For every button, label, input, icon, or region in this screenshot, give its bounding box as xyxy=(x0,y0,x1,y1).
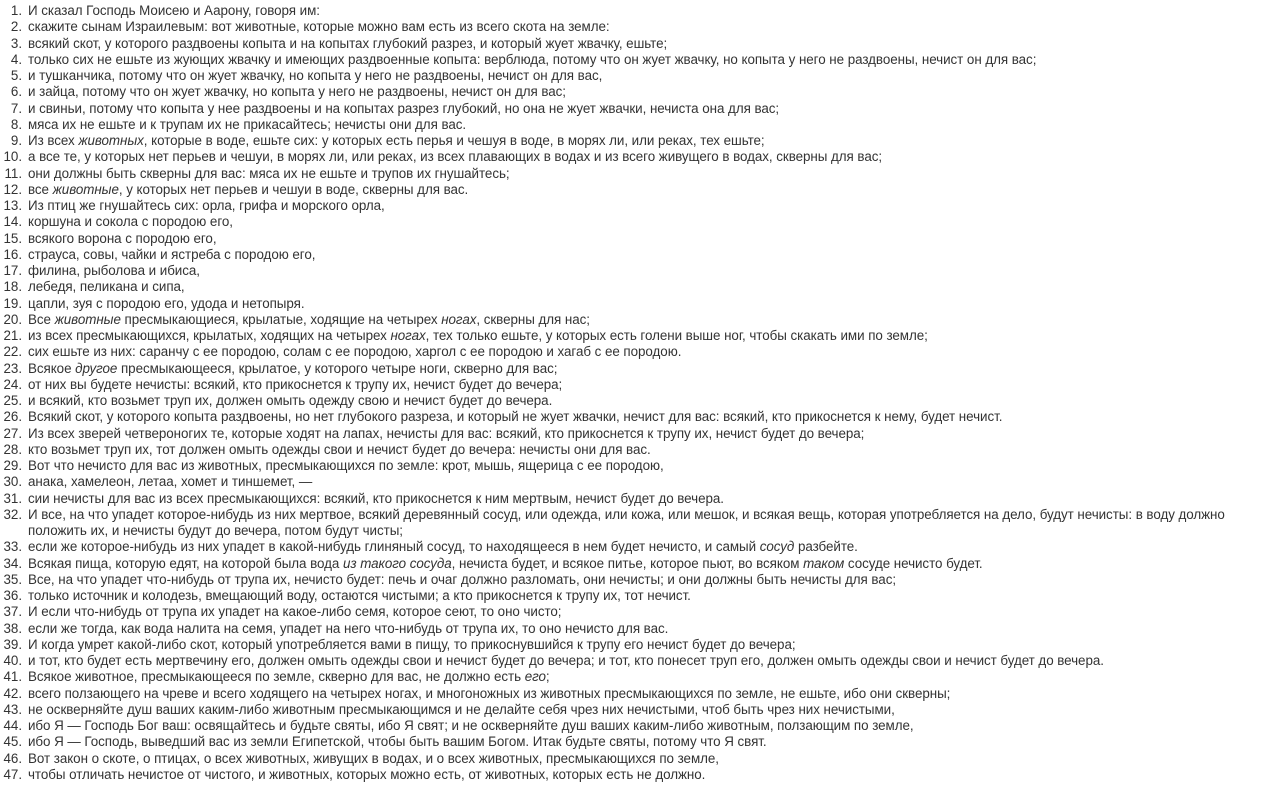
verse-item xyxy=(0,653,1280,669)
verse-number: 27. xyxy=(3,425,22,441)
verse-text xyxy=(28,214,1236,230)
verse-number: 13. xyxy=(3,198,22,213)
verse-text-italic: другое xyxy=(75,360,118,376)
verse-item xyxy=(0,84,1280,100)
verse-text-segment: все xyxy=(28,181,53,197)
verse-text xyxy=(28,198,1236,214)
verse-number: 28. xyxy=(3,441,22,457)
verse-number: 3. xyxy=(10,35,22,51)
verse-text xyxy=(28,182,1236,198)
verse-number: 20. xyxy=(3,311,22,327)
verse-text-segment: сих ешьте из них: саранчу с ее породою, солам с ее породою, харгол с ее породою и хагаб с ее породою. xyxy=(28,344,682,360)
verse-text xyxy=(28,556,1236,572)
verse-number: 4. xyxy=(10,51,22,67)
verse-text xyxy=(28,539,1236,555)
verse-text-segment: сии нечисты для вас из всех пресмыкающихся: всякий, кто прикоснется к ним мертвым, нечист будет до вечера. xyxy=(28,490,724,506)
verse-number: 22. xyxy=(3,344,22,360)
verse-text-segment: только сих не ешьте из жующих жвачку и имеющих раздвоенные копыта: верблюда, потому что он жует жвачку, но копыта у него не раздвоены, нечист он для вас; xyxy=(28,51,1037,67)
verse-number: 30. xyxy=(3,474,22,490)
verse-text-segment: Из всех xyxy=(28,133,79,148)
verse-text-italic: животных xyxy=(78,133,144,148)
verse-number: 10. xyxy=(3,149,22,165)
verse-number: 24. xyxy=(3,376,22,392)
verse-text-segment: ; xyxy=(545,669,550,685)
verse-text-segment: Всякий скот, у которого копыта раздвоены, но нет глубокого разреза, и который не жует жвачки, нечист для вас: всякий, кто прикоснется к нему, будет нечист. xyxy=(28,409,1003,425)
verse-text xyxy=(28,133,1236,149)
verse-text-segment: всякий скот, у которого раздвоены копыта и на копытах глубокий разрез, и который жует жвачку, ешьте; xyxy=(28,35,668,51)
verse-item xyxy=(0,426,1280,442)
verse-text-segment: и тот, кто будет есть мертвечину его, должен омыть одежды свои и нечист будет до вечера; и тот, кто понесет труп его, должен омыть одежды свои и нечист будет до вечера. xyxy=(28,653,1104,668)
verse-item xyxy=(0,117,1280,133)
verse-item xyxy=(0,669,1280,685)
verse-text-italic: ногах xyxy=(441,311,477,327)
verse-text-segment: и тушканчика, потому что он жует жвачку, но копыта у него не раздвоены, нечист он для вас, xyxy=(28,68,603,83)
verse-text-segment: и свиньи, потому что копыта у нее раздвоены и на копытах разрез глубокий, но она не жует жвачки, нечиста она для вас; xyxy=(28,100,780,116)
verse-item xyxy=(0,52,1280,68)
verse-number: 23. xyxy=(3,360,22,376)
verse-text-segment: а все те, у которых нет перьев и чешуи, в морях ли, или реках, из всех плавающих в водах и из всего живущего в водах, скверны для вас; xyxy=(28,149,883,165)
verse-number: 21. xyxy=(3,328,22,343)
verse-text-segment: скажите сынам Израилевым: вот животные, которые можно вам есть из всего скота на земле: xyxy=(28,19,610,35)
verse-item xyxy=(0,247,1280,263)
verse-number: 41. xyxy=(3,669,22,685)
verse-text-segment: коршуна и сокола с породою его, xyxy=(28,214,233,230)
verse-text xyxy=(28,149,1236,165)
verse-item xyxy=(0,344,1280,360)
verse-text-segment: ибо Я — Господь Бог ваш: освящайтесь и будьте святы, ибо Я свят; и не оскверняйте душ ваших каким-либо животным, ползающим по земле, xyxy=(28,718,914,733)
verse-text xyxy=(28,621,1236,637)
verse-text xyxy=(28,328,1236,344)
verse-text-segment: всего ползающего на чреве и всего ходящего на четырех ногах, и многоножных из животных пресмыкающихся по земле, не ешьте, ибо они скверны; xyxy=(28,685,951,701)
verse-number: 19. xyxy=(3,295,22,311)
verse-text-segment: Всякая пища, которую едят, на которой была вода xyxy=(28,555,343,571)
verse-item xyxy=(0,279,1280,295)
verse-text xyxy=(28,247,1236,263)
verse-number: 12. xyxy=(3,181,22,197)
verse-item xyxy=(0,377,1280,393)
verse-text xyxy=(28,231,1236,247)
verse-text xyxy=(28,637,1236,653)
verse-text-segment: , которые в воде, ешьте сих: у которых есть перья и чешуя в воде, в морях ли, или реках, тех ешьте; xyxy=(143,133,765,148)
verse-number: 47. xyxy=(3,766,22,782)
verse-text-segment: если же которое-нибудь из них упадет в какой-нибудь глиняный сосуд, то находящееся в нем будет нечисто, и самый xyxy=(28,539,760,555)
verse-text-segment: Всякое животное, пресмыкающееся по земле, скверно для вас, не должно есть xyxy=(28,669,525,685)
verse-text xyxy=(28,604,1236,620)
verse-text-segment: Из всех зверей четвероногих те, которые ходят на лапах, нечисты для вас: всякий, кто прикоснется к трупу их, нечист будет до вечера; xyxy=(28,425,865,441)
verse-item xyxy=(0,458,1280,474)
verse-text xyxy=(28,507,1236,540)
verse-text-segment: и зайца, потому что он жует жвачку, но копыта у него не раздвоены, нечист он для вас; xyxy=(28,84,566,100)
verse-text xyxy=(28,117,1236,133)
verse-text xyxy=(28,68,1236,84)
verse-item xyxy=(0,101,1280,117)
verse-item xyxy=(0,637,1280,653)
verse-item xyxy=(0,149,1280,165)
verse-text-segment: от них вы будете нечисты: всякий, кто прикоснется к трупу их, нечист будет до вечера; xyxy=(28,376,563,392)
verse-item xyxy=(0,198,1280,214)
verse-text-italic: из такого сосуда xyxy=(342,555,452,571)
verse-number: 15. xyxy=(3,230,22,246)
verse-text-segment: И все, на что упадет которое-нибудь из них мертвое, всякий деревянный сосуд, или одежда, или кожа, или мешок, и всякая вещь, которая употребляется на дело, будут нечисты: в воду должно положить их, и нечисты будут до вечера, потом будут чисты; xyxy=(28,506,1225,538)
verse-text xyxy=(28,19,1236,35)
verse-text-segment: , тех только ешьте, у которых есть голени выше ног, чтобы скакать ими по земле; xyxy=(425,328,928,343)
verse-text-segment: только источник и колодезь, вмещающий воду, остаются чистыми; а кто прикоснется к трупу их, тот нечист. xyxy=(28,588,691,603)
verse-text xyxy=(28,734,1236,750)
verse-item xyxy=(0,182,1280,198)
verse-text-segment: сосуде нечисто будет. xyxy=(844,555,983,571)
verse-text-segment: И сказал Господь Моисею и Аарону, говоря им: xyxy=(28,3,320,18)
verse-text-segment: Вот что нечисто для вас из животных, пресмыкающихся по земле: крот, мышь, ящерица с ее породою, xyxy=(28,458,664,473)
verse-text-segment: лебедя, пеликана и сипа, xyxy=(28,279,185,295)
verse-number: 40. xyxy=(3,653,22,668)
verse-text-italic: ногах xyxy=(390,328,426,343)
verse-number: 42. xyxy=(3,685,22,701)
verse-item xyxy=(0,166,1280,182)
verse-number: 7. xyxy=(10,100,22,116)
verse-number: 35. xyxy=(3,571,22,587)
verse-text-segment: , скверны для нас; xyxy=(476,311,590,327)
verse-text-segment: , у которых нет перьев и чешуи в воде, скверны для вас. xyxy=(118,181,469,197)
verse-number: 45. xyxy=(3,734,22,750)
verse-item xyxy=(0,604,1280,620)
verse-text xyxy=(28,52,1236,68)
verse-text-segment: Все xyxy=(28,311,55,327)
verse-item xyxy=(0,296,1280,312)
verse-item xyxy=(0,214,1280,230)
verse-text-segment: Все, на что упадет что-нибудь от трупа их, нечисто будет: печь и очаг должно разломать, они нечисты; и они должны быть нечисты для вас; xyxy=(28,571,897,587)
verse-number: 36. xyxy=(3,588,22,603)
verse-text xyxy=(28,458,1236,474)
verse-text xyxy=(28,263,1236,279)
verse-text-segment: пресмыкающееся, крылатое, у которого четыре ноги, скверно для вас; xyxy=(117,360,558,376)
verse-item xyxy=(0,702,1280,718)
verse-number: 26. xyxy=(3,409,22,425)
verse-item xyxy=(0,36,1280,52)
verse-number: 6. xyxy=(10,84,22,100)
verse-text-segment: филина, рыболова и ибиса, xyxy=(28,263,200,278)
verse-text-segment: И если что-нибудь от трупа их упадет на какое-либо семя, которое сеют, то оно чисто; xyxy=(28,604,562,620)
verse-number: 46. xyxy=(3,750,22,766)
verse-item xyxy=(0,133,1280,149)
verse-text-segment: если же тогда, как вода налита на семя, упадет на него что-нибудь от трупа их, то оно нечисто для вас. xyxy=(28,620,669,636)
verse-text xyxy=(28,767,1236,783)
verse-text xyxy=(28,101,1236,117)
verse-text-italic: таком xyxy=(803,555,845,571)
verse-item xyxy=(0,491,1280,507)
verse-text-segment: цапли, зуя с породою его, удода и нетопыря. xyxy=(28,295,305,311)
verse-text xyxy=(28,279,1236,295)
verse-text xyxy=(28,588,1236,604)
verse-number: 29. xyxy=(3,458,22,473)
verse-text xyxy=(28,3,1236,19)
verse-number: 37. xyxy=(3,604,22,620)
verse-item xyxy=(0,572,1280,588)
verse-item xyxy=(0,621,1280,637)
verse-text xyxy=(28,572,1236,588)
verse-number: 2. xyxy=(10,19,22,35)
verse-text xyxy=(28,669,1236,685)
verse-text xyxy=(28,409,1236,425)
verse-text xyxy=(28,442,1236,458)
verse-text xyxy=(28,474,1236,490)
verse-text-segment: не оскверняйте душ ваших каким-либо животным пресмыкающимся и не делайте себя чрез них нечистыми, чтоб быть чрез них нечистыми, xyxy=(28,701,895,717)
verse-item xyxy=(0,442,1280,458)
verse-item xyxy=(0,328,1280,344)
verse-text xyxy=(28,361,1236,377)
verse-number: 11. xyxy=(4,165,22,181)
verse-item xyxy=(0,361,1280,377)
verse-number: 34. xyxy=(3,555,22,571)
verse-text-segment: анака, хамелеон, летаа, хомет и тиншемет, — xyxy=(28,474,313,490)
verse-item xyxy=(0,231,1280,247)
verse-item xyxy=(0,474,1280,490)
verse-text-italic: сосуд xyxy=(759,539,795,555)
verse-text xyxy=(28,312,1236,328)
verse-number: 9. xyxy=(10,133,22,148)
verse-number: 39. xyxy=(3,636,22,652)
verse-text xyxy=(28,84,1236,100)
verse-number: 16. xyxy=(3,246,22,262)
verse-item xyxy=(0,718,1280,734)
verse-text-segment: страуса, совы, чайки и ястреба с породою его, xyxy=(28,246,316,262)
verse-text xyxy=(28,296,1236,312)
verse-text-segment: , нечиста будет, и всякое питье, которое пьют, во всяком xyxy=(451,555,804,571)
verse-number: 44. xyxy=(3,718,22,733)
verse-text-segment: всякого ворона с породою его, xyxy=(28,230,217,246)
verse-text-segment: пресмыкающиеся, крылатые, ходящие на четырех xyxy=(120,311,442,327)
verse-text-segment: Из птиц же гнушайтесь сих: орла, грифа и морского орла, xyxy=(28,198,385,213)
verse-number: 1. xyxy=(10,3,22,18)
verse-text-segment: и всякий, кто возьмет труп их, должен омыть одежду свою и нечист будет до вечера. xyxy=(28,393,553,408)
verse-number: 43. xyxy=(3,701,22,717)
verse-text xyxy=(28,751,1236,767)
verse-text xyxy=(28,702,1236,718)
verse-item xyxy=(0,393,1280,409)
verse-text-segment: кто возьмет труп их, тот должен омыть одежды свои и нечист будет до вечера: нечисты они для вас. xyxy=(28,441,651,457)
verse-number: 8. xyxy=(10,116,22,132)
verse-item xyxy=(0,686,1280,702)
verse-item xyxy=(0,263,1280,279)
verse-item xyxy=(0,19,1280,35)
verse-item xyxy=(0,539,1280,555)
verse-item xyxy=(0,751,1280,767)
verse-text xyxy=(28,718,1236,734)
verse-text xyxy=(28,426,1236,442)
verse-item xyxy=(0,734,1280,750)
verse-text-segment: Вот закон о скоте, о птицах, о всех животных, живущих в водах, и о всех животных, пресмыкающихся по земле, xyxy=(28,750,719,766)
verse-text xyxy=(28,166,1236,182)
verse-number: 18. xyxy=(3,279,22,295)
verse-number: 32. xyxy=(3,506,22,522)
verse-number: 5. xyxy=(10,68,22,83)
verse-text-segment: они должны быть скверны для вас: мяса их не ешьте и трупов их гнушайтесь; xyxy=(28,165,510,181)
verse-number: 38. xyxy=(3,620,22,636)
verse-text xyxy=(28,36,1236,52)
verse-item xyxy=(0,507,1280,540)
verse-number: 17. xyxy=(3,263,22,278)
verse-item xyxy=(0,556,1280,572)
verse-text-segment: мяса их не ешьте и к трупам их не прикасайтесь; нечисты они для вас. xyxy=(28,116,467,132)
verse-number: 14. xyxy=(3,214,22,230)
verse-text xyxy=(28,344,1236,360)
verse-text-italic: животные xyxy=(52,181,119,197)
verse-item xyxy=(0,767,1280,783)
verse-number: 31. xyxy=(3,490,22,506)
verse-text xyxy=(28,491,1236,507)
verse-text-segment: из всех пресмыкающихся, крылатых, ходящих на четырех xyxy=(28,328,391,343)
verse-text xyxy=(28,377,1236,393)
verse-item xyxy=(0,68,1280,84)
verse-item xyxy=(0,588,1280,604)
verse-number: 33. xyxy=(3,539,22,555)
verse-text-italic: животные xyxy=(54,311,121,327)
verse-text xyxy=(28,686,1236,702)
verse-text-segment: ибо Я — Господь, выведший вас из земли Египетской, чтобы быть вашим Богом. Итак будьте святы, потому что Я свят. xyxy=(28,734,767,750)
verse-text xyxy=(28,653,1236,669)
verse-item xyxy=(0,3,1280,19)
verse-item xyxy=(0,409,1280,425)
verse-text xyxy=(28,393,1236,409)
verse-item xyxy=(0,312,1280,328)
verse-text-italic: его xyxy=(524,669,546,685)
verse-text-segment: И когда умрет какой-либо скот, который употребляется вами в пищу, то прикоснувшийся к трупу его нечист будет до вечера; xyxy=(28,636,796,652)
verse-number: 25. xyxy=(3,393,22,408)
verse-text-segment: разбейте. xyxy=(794,539,858,555)
verse-text-segment: Всякое xyxy=(28,360,76,376)
verse-text-segment: чтобы отличать нечистое от чистого, и животных, которых можно есть, от животных, которых есть не должно. xyxy=(28,766,706,782)
